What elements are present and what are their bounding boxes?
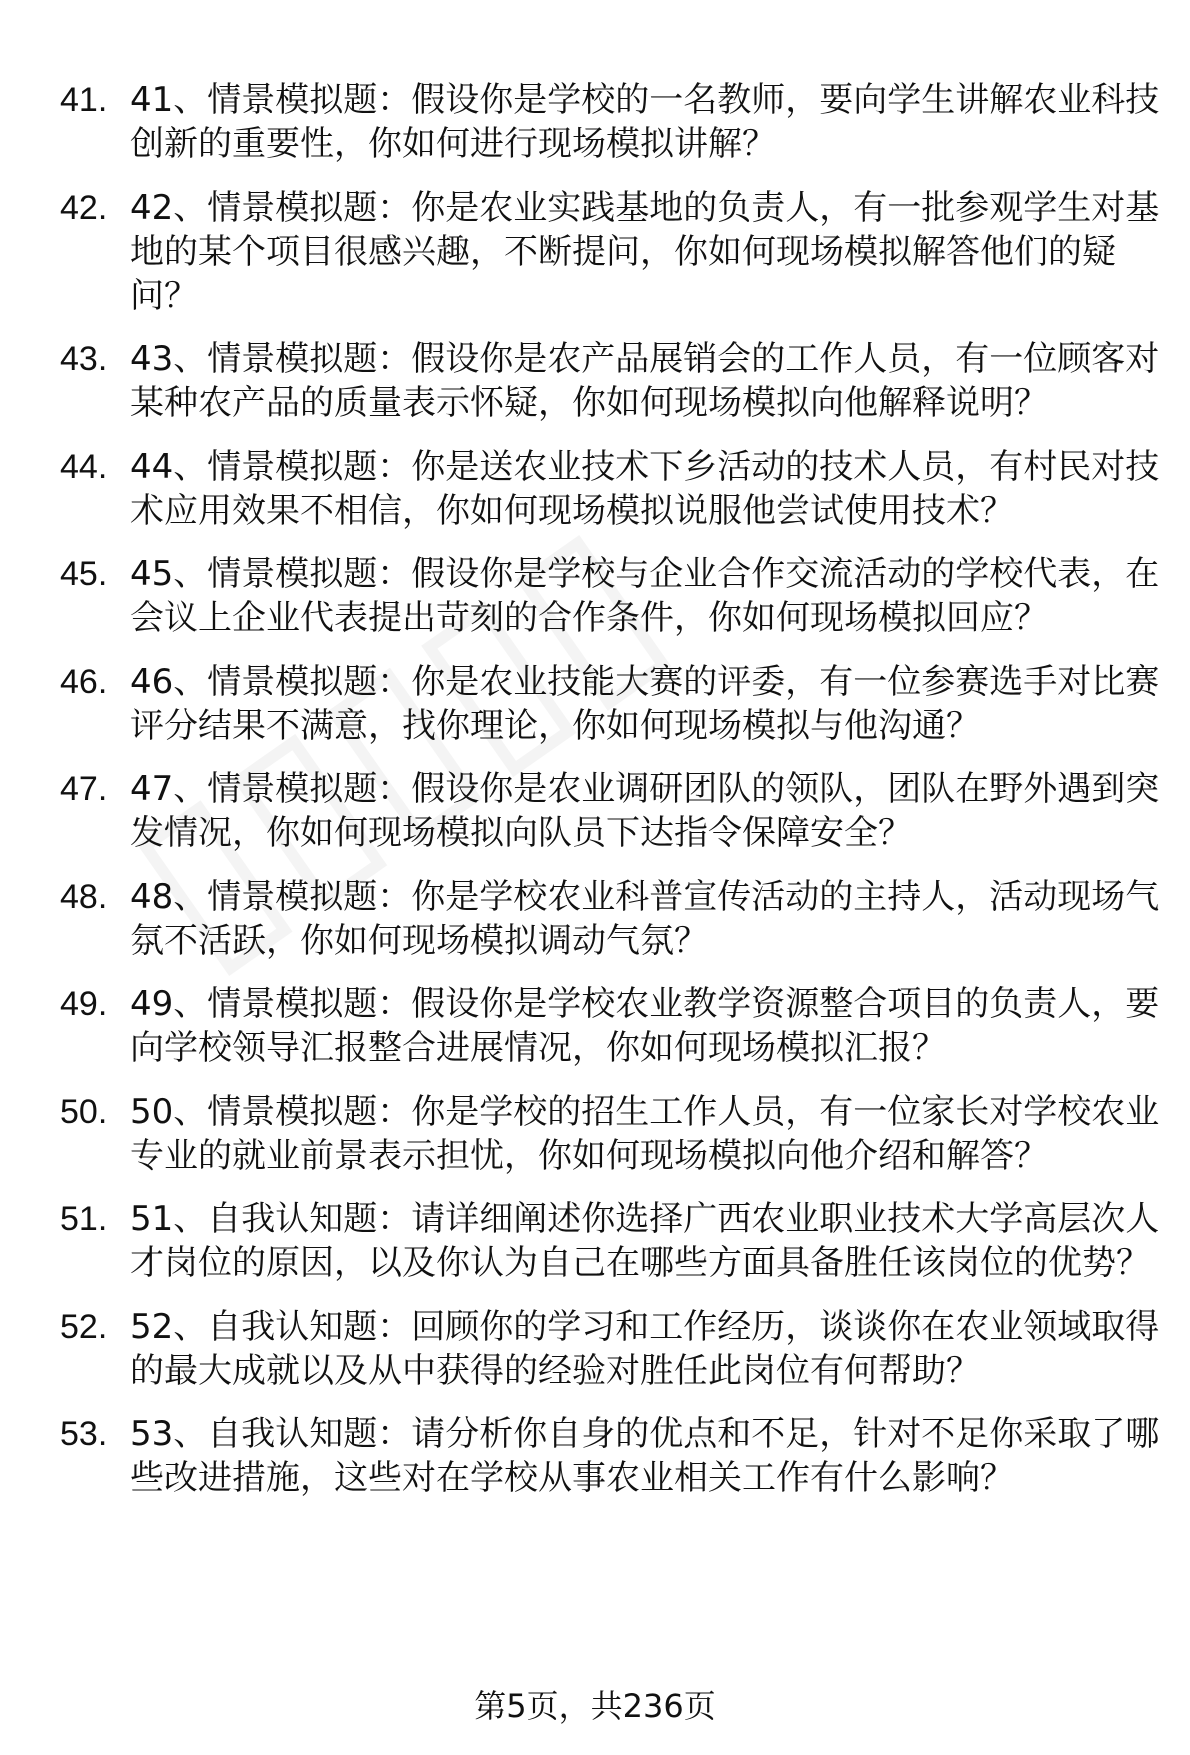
item-number: 52.: [60, 1307, 108, 1346]
item-text: 48、情景模拟题：你是学校农业科普宣传活动的主持人，活动现场气氛不活跃，你如何现场模拟调动气氛？: [130, 876, 1160, 961]
page-footer: 第5页，共236页: [474, 1687, 716, 1725]
list-item: [60, 1305, 1160, 1393]
list-item: [60, 767, 1160, 855]
item-number: 50.: [60, 1092, 108, 1131]
list-item: [60, 1412, 1160, 1500]
item-number: 43.: [60, 340, 108, 378]
item-number: 51.: [60, 1200, 108, 1238]
item-text: 50、情景模拟题：你是学校的招生工作人员，有一位家长对学校农业专业的就业前景表示担忧，你如何现场模拟向他介绍和解答？: [130, 1091, 1160, 1176]
list-item: [60, 552, 1160, 640]
item-number: 48.: [60, 877, 108, 916]
item-text: 45、情景模拟题：假设你是学校与企业合作交流活动的学校代表，在会议上企业代表提出苛刻的合作条件，你如何现场模拟回应？: [130, 554, 1160, 638]
item-number: 44.: [60, 447, 108, 486]
item-number: 46.: [60, 662, 108, 701]
item-number: 41.: [60, 81, 108, 119]
list-item: [60, 1197, 1160, 1285]
item-text: 52、自我认知题：回顾你的学习和工作经历，谈谈你在农业领域取得的最大成就以及从中获得的经验对胜任此岗位有何帮助？: [130, 1306, 1160, 1391]
list-item: [60, 186, 1160, 318]
item-text: 53、自我认知题：请分析你自身的优点和不足，针对不足你采取了哪些改进措施，这些对在学校从事农业相关工作有什么影响？: [130, 1414, 1160, 1498]
list-item: [60, 660, 1160, 748]
list-item: [60, 78, 1160, 166]
item-text: 49、情景模拟题：假设你是学校农业教学资源整合项目的负责人，要向学校领导汇报整合进展情况，你如何现场模拟汇报？: [130, 984, 1160, 1068]
item-text: 43、情景模拟题：假设你是农产品展销会的工作人员，有一位顾客对某种农产品的质量表示怀疑，你如何现场模拟向他解释说明？: [130, 339, 1160, 423]
item-number: 45.: [60, 555, 108, 593]
item-text: 51、自我认知题：请详细阐述你选择广西农业职业技术大学高层次人才岗位的原因，以及你认为自己在哪些方面具备胜任该岗位的优势？: [130, 1199, 1160, 1283]
item-text: 41、情景模拟题：假设你是学校的一名教师，要向学生讲解农业科技创新的重要性，你如何进行现场模拟讲解？: [130, 80, 1160, 164]
item-number: 47.: [60, 770, 108, 808]
item-text: 42、情景模拟题：你是农业实践基地的负责人，有一批参观学生对基地的某个项目很感兴趣，不断提问，你如何现场模拟解答他们的疑问？: [130, 187, 1160, 316]
item-text: 46、情景模拟题：你是农业技能大赛的评委，有一位参赛选手对比赛评分结果不满意，找你理论，你如何现场模拟与他沟通？: [130, 661, 1160, 746]
list-item: [60, 1090, 1160, 1178]
list-item: [60, 982, 1160, 1070]
item-number: 42.: [60, 188, 108, 227]
list-item: [60, 445, 1160, 533]
list-item: [60, 875, 1160, 963]
list-item: [60, 337, 1160, 425]
item-text: 47、情景模拟题：假设你是农业调研团队的领队，团队在野外遇到突发情况，你如何现场模拟向队员下达指令保障安全？: [130, 769, 1160, 853]
item-number: 49.: [60, 985, 108, 1023]
item-number: 53.: [60, 1415, 108, 1453]
item-text: 44、情景模拟题：你是送农业技术下乡活动的技术人员，有村民对技术应用效果不相信，你如何现场模拟说服他尝试使用技术？: [130, 446, 1160, 531]
question-list: [60, 78, 1160, 1520]
